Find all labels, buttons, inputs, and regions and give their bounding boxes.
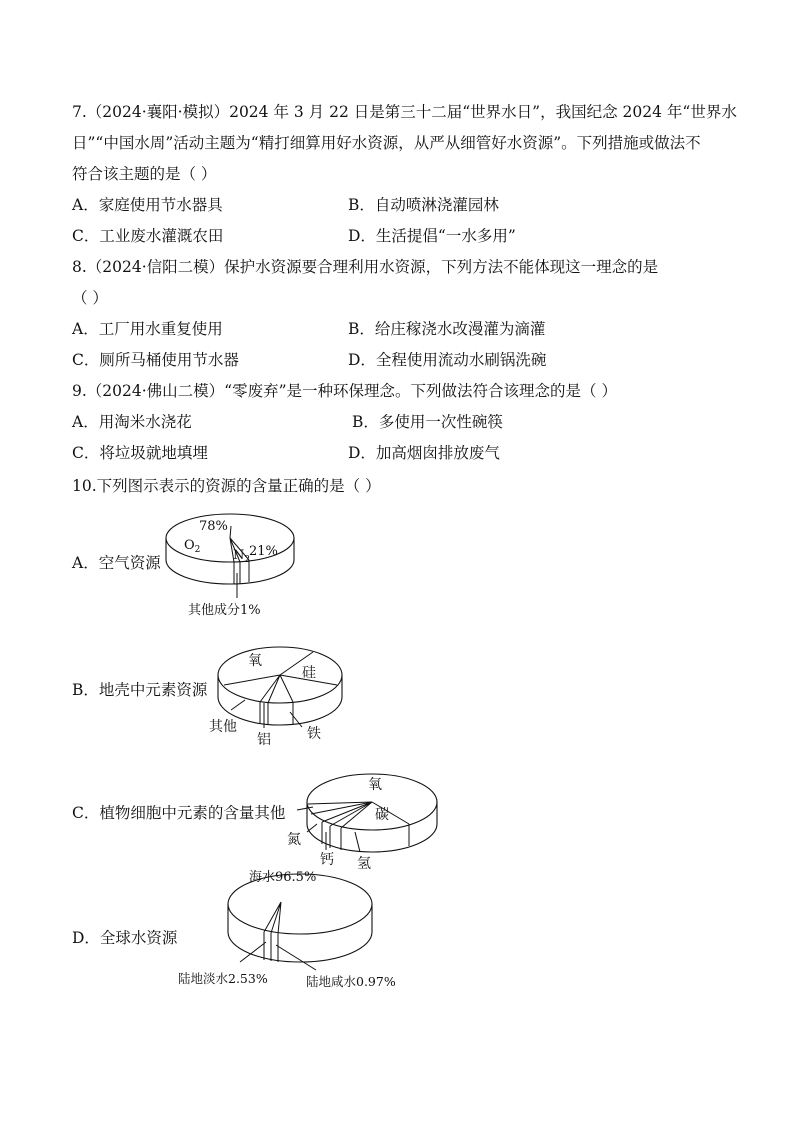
o2-percent: 78% (199, 519, 228, 534)
other-label: 其他 (254, 804, 286, 822)
plant-cell-pie-chart (285, 762, 440, 874)
salt-water-label: 陆地咸水0.97% (306, 974, 396, 989)
q7-stem-line-3: 符合该主题的是（ ） (72, 165, 217, 183)
fresh-water-label: 陆地淡水2.53% (178, 971, 268, 986)
iron-label: 铁 (307, 726, 321, 742)
q9-stem-line-1: 9.（2024·佛山二模）“零废弃”是一种环保理念。下列做法符合该理念的是（ ） (72, 382, 617, 400)
silicon-label: 硅 (302, 665, 316, 681)
earth-crust-pie-chart (205, 630, 355, 748)
q8-option-b[interactable]: B．给庄稼浇水改漫灌为滴灌 (348, 320, 546, 338)
oxygen-label: 氧 (248, 653, 262, 669)
n2-percent: 21% (249, 544, 278, 559)
q9-option-d[interactable]: D．加高烟囱排放废气 (348, 444, 500, 462)
q10-option-c-label[interactable] (72, 803, 285, 823)
calcium-label: 钙 (320, 852, 334, 868)
q10-option-a-label[interactable]: A．空气资源 (72, 554, 161, 572)
global-water-pie-chart (170, 862, 410, 994)
nitrogen-label: 氮 (287, 832, 301, 848)
q9-option-b[interactable]: B．多使用一次性碗筷 (352, 413, 503, 431)
q10-option-d-label[interactable]: D．全球水资源 (72, 929, 178, 947)
q8-stem-line-1: 8.（2024·信阳二模）保护水资源要合理利用水资源，下列方法不能体现这一理念的是 (72, 258, 659, 276)
o2-formula: $O_2$ (184, 538, 201, 555)
q9-option-a[interactable]: A．用淘米水浇花 (72, 413, 192, 431)
q8-stem-line-2: （ ） (72, 289, 108, 307)
aluminum-label: 铝 (257, 732, 271, 748)
q7-stem-line-2: 日”“中国水周”活动主题为“精打细算用好水资源，从严从细管好水资源”。下列措施或做法不 (72, 134, 701, 152)
oxygen-label: 氧 (368, 777, 382, 793)
q7-option-d[interactable]: D．生活提倡“一水多用” (348, 227, 516, 245)
q7-option-a[interactable]: A．家庭使用节水器具 (72, 196, 223, 214)
other-components-label: 其他成分1% (188, 603, 261, 618)
q8-option-a[interactable]: A．工厂用水重复使用 (72, 320, 223, 338)
q7-option-b[interactable]: B．自动喷淋浇灌园林 (348, 196, 499, 214)
q10-stem-line-1: 10.下列图示表示的资源的含量正确的是（ ） (72, 477, 381, 495)
q8-option-d[interactable]: D．全程使用流动水刷锅洗碗 (348, 351, 547, 369)
other-label: 其他 (209, 719, 237, 735)
q8-option-c[interactable]: C．厕所马桶使用节水器 (72, 351, 239, 369)
sea-water-label: 海水96.5% (249, 870, 317, 885)
q9-option-c[interactable]: C．将垃圾就地填埋 (72, 444, 208, 462)
q10-option-b-label[interactable]: B．地壳中元素资源 (72, 681, 208, 699)
q7-stem-line-1: 7.（2024·襄阳·模拟）2024 年 3 月 22 日是第三十二届“世界水日”，我国纪念 2024 年“世界水 (72, 103, 737, 121)
carbon-label: 碳 (375, 807, 389, 823)
n2-formula: $N_2$ (233, 548, 251, 565)
q10-option-c-text: C．植物细胞中元素的含量 (72, 804, 255, 822)
hydrogen-label: 氢 (357, 856, 371, 872)
air-resource-pie-chart (160, 498, 300, 623)
q7-option-c[interactable]: C．工业废水灌溉农田 (72, 227, 224, 245)
